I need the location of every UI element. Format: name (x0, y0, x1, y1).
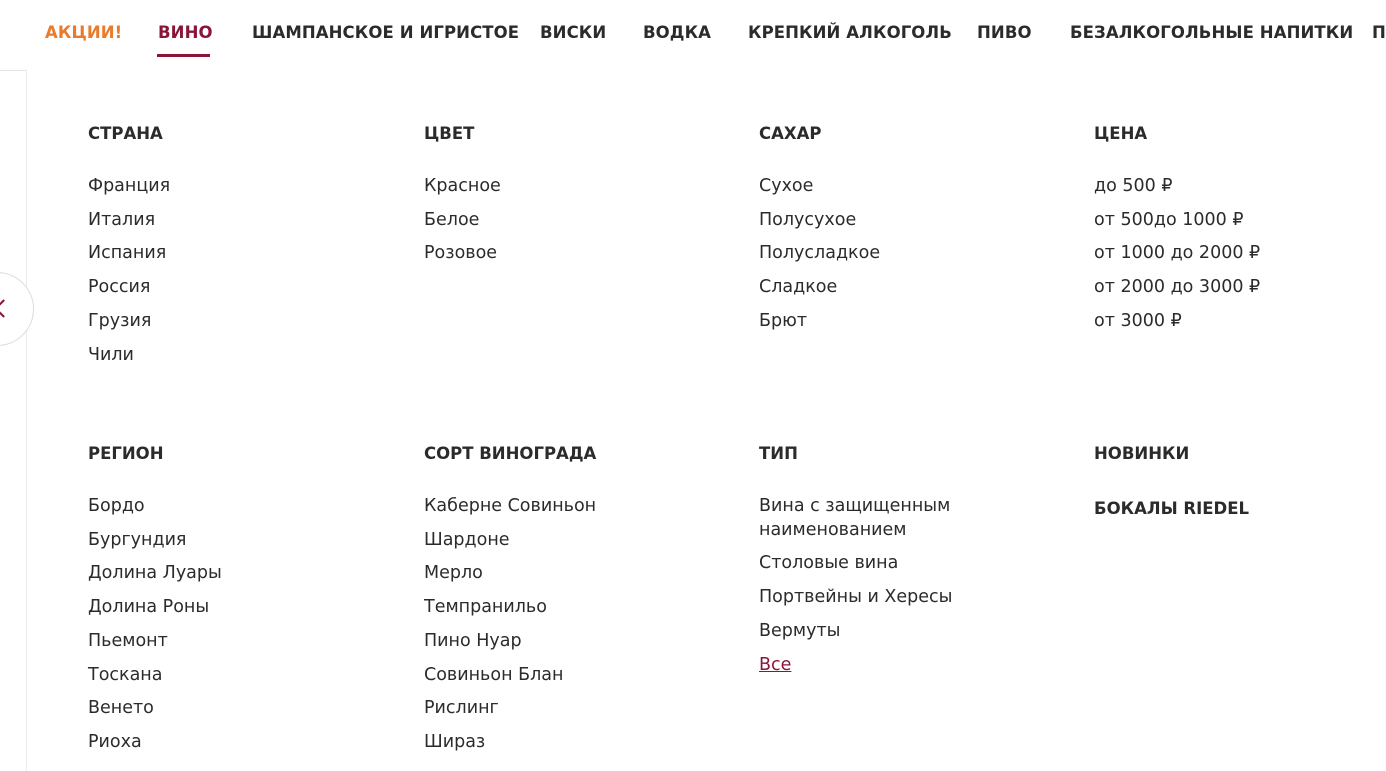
chevron-left-icon (0, 299, 13, 317)
grape-link[interactable]: Пино Нуар (424, 631, 522, 651)
active-tab-indicator (157, 54, 210, 57)
country-link[interactable]: Грузия (88, 311, 152, 331)
wine-mega-menu (26, 70, 1386, 771)
grape-link[interactable]: Рислинг (424, 698, 499, 718)
country-link[interactable]: Франция (88, 176, 171, 196)
region-heading[interactable]: РЕГИОН (88, 444, 164, 463)
nav-item-truncated[interactable]: П (1372, 23, 1386, 42)
country-heading[interactable]: СТРАНА (88, 124, 163, 143)
region-link[interactable]: Риоха (88, 732, 142, 752)
type-link[interactable]: Вермуты (759, 621, 841, 641)
grape-heading[interactable]: СОРТ ВИНОГРАДА (424, 444, 597, 463)
type-link[interactable]: Вина с защищенным наименованием (759, 496, 951, 540)
grape-link[interactable]: Темпранильо (424, 597, 547, 617)
nav-item-whisky[interactable]: ВИСКИ (540, 23, 607, 42)
new-arrivals-link[interactable]: НОВИНКИ (1094, 444, 1190, 463)
sugar-heading[interactable]: САХАР (759, 124, 822, 143)
nav-item-vodka[interactable]: ВОДКА (643, 23, 712, 42)
sugar-link[interactable]: Сладкое (759, 277, 838, 297)
sugar-link[interactable]: Полусладкое (759, 243, 881, 263)
nav-item-champagne[interactable]: ШАМПАНСКОЕ И ИГРИСТОЕ (252, 23, 520, 42)
region-link[interactable]: Долина Роны (88, 597, 210, 617)
nav-item-soft-drinks[interactable]: БЕЗАЛКОГОЛЬНЫЕ НАПИТКИ (1070, 23, 1354, 42)
type-heading[interactable]: ТИП (759, 444, 798, 463)
region-link[interactable]: Долина Луары (88, 563, 222, 583)
price-link[interactable]: от 2000 до 3000 ₽ (1094, 277, 1261, 297)
price-link[interactable]: до 500 ₽ (1094, 176, 1173, 196)
type-link[interactable]: Столовые вина (759, 553, 899, 573)
type-link[interactable]: Портвейны и Хересы (759, 587, 953, 607)
price-link[interactable]: от 500до 1000 ₽ (1094, 210, 1244, 230)
sugar-link[interactable]: Сухое (759, 176, 814, 196)
grape-link[interactable]: Шираз (424, 732, 486, 752)
region-link[interactable]: Тоскана (88, 665, 163, 685)
color-link[interactable]: Белое (424, 210, 480, 230)
region-link[interactable]: Пьемонт (88, 631, 168, 651)
nav-item-strong-alcohol[interactable]: КРЕПКИЙ АЛКОГОЛЬ (748, 23, 952, 42)
grape-link[interactable]: Шардоне (424, 530, 510, 550)
price-link[interactable]: от 3000 ₽ (1094, 311, 1182, 331)
type-all-link[interactable]: Все (759, 655, 792, 675)
region-link[interactable]: Бордо (88, 496, 145, 516)
nav-item-wine[interactable]: ВИНО (158, 23, 213, 42)
color-heading[interactable]: ЦВЕТ (424, 124, 475, 143)
grape-link[interactable]: Каберне Совиньон (424, 496, 597, 516)
price-link[interactable]: от 1000 до 2000 ₽ (1094, 243, 1261, 263)
riedel-glasses-link[interactable]: БОКАЛЫ RIEDEL (1094, 499, 1250, 518)
country-link[interactable]: Чили (88, 345, 134, 365)
price-heading[interactable]: ЦЕНА (1094, 124, 1148, 143)
country-link[interactable]: Испания (88, 243, 167, 263)
color-link[interactable]: Розовое (424, 243, 498, 263)
sugar-link[interactable]: Брют (759, 311, 808, 331)
nav-item-promotions[interactable]: АКЦИИ! (45, 23, 123, 42)
grape-link[interactable]: Совиньон Блан (424, 665, 564, 685)
region-link[interactable]: Бургундия (88, 530, 187, 550)
country-link[interactable]: Италия (88, 210, 156, 230)
nav-item-beer[interactable]: ПИВО (977, 23, 1032, 42)
country-link[interactable]: Россия (88, 277, 151, 297)
color-link[interactable]: Красное (424, 176, 501, 196)
grape-link[interactable]: Мерло (424, 563, 483, 583)
top-navigation (0, 0, 1386, 71)
sugar-link[interactable]: Полусухое (759, 210, 857, 230)
region-link[interactable]: Венето (88, 698, 154, 718)
